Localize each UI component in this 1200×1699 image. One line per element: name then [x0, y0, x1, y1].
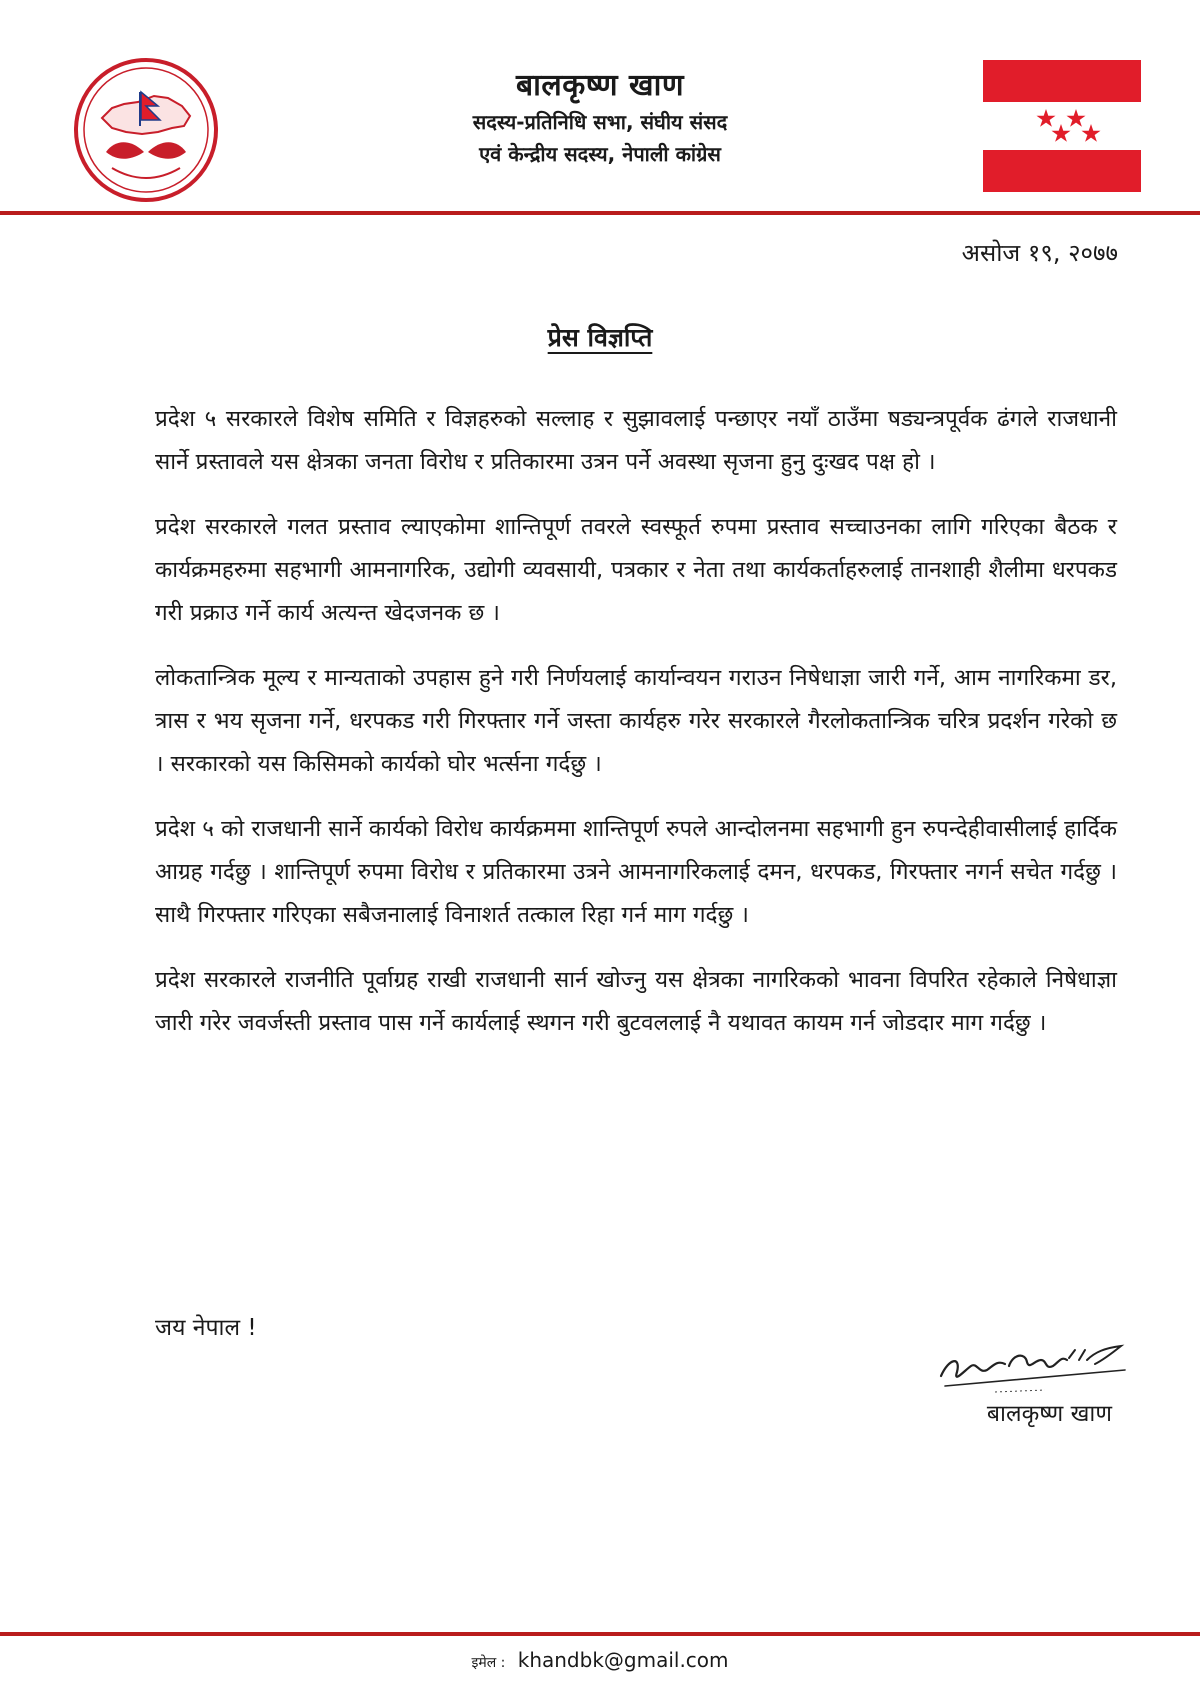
- letterhead: [0, 0, 1200, 214]
- header-divider: [0, 211, 1200, 215]
- letterhead-party-role: एवं केन्द्रीय सदस्य, नेपाली कांग्रेस: [479, 142, 721, 166]
- document-date: असोज १९, २०७७: [961, 239, 1118, 267]
- footer: [0, 1648, 1200, 1672]
- nepali-congress-flag-icon: [983, 60, 1141, 192]
- press-release-body: [155, 398, 1117, 1067]
- document-title: प्रेस विज्ञप्ति: [547, 323, 653, 352]
- party-emblem-icon: [72, 56, 220, 204]
- footer-divider: [0, 1632, 1200, 1636]
- email-label: इमेल :: [471, 1655, 506, 1671]
- paragraph: प्रदेश सरकारले राजनीति पूर्वाग्रह राखी राजधानी सार्न खोज्नु यस क्षेत्रका नागरिकको भावना विपरित रहेकाले निषेधाज्ञा जारी गरेर जवर्जस्ती प्रस्ताव पास गर्ने कार्यलाई स्थगन गरी बुटवललाई नै यथावत कायम गर्न जोडदार माग गर्दछु ।: [155, 967, 1117, 1036]
- email-address: khandbk@gmail.com: [517, 1648, 729, 1672]
- paragraph: लोकतान्त्रिक मूल्य र मान्यताको उपहास हुने गरी निर्णयलाई कार्यान्वयन गराउन निषेधाज्ञा जारी गर्ने, आम नागरिकमा डर, त्रास र भय सृजना गर्ने, धरपकड गरी गिरफ्तार गर्ने जस्ता कार्यहरु गरेर सरकारले गैरलोकतान्त्रिक चरित्र प्रदर्शन गरेको छ । सरकारको यस किसिमको कार्यको घोर भर्त्सना गर्दछु ।: [155, 665, 1117, 777]
- letterhead-name: बालकृष्ण खाण: [515, 68, 685, 103]
- letterhead-position: सदस्य-प्रतिनिधि सभा, संघीय संसद: [472, 110, 728, 134]
- signer-name: बालकृष्ण खाण: [986, 1401, 1112, 1427]
- paragraph: प्रदेश ५ को राजधानी सार्ने कार्यको विरोध कार्यक्रममा शान्तिपूर्ण रुपले आन्दोलनमा सहभागी हुन रुपन्देहीवासीलाई हार्दिक आग्रह गर्दछु । शान्तिपूर्ण रुपमा विरोध र प्रतिकारमा उत्रने आमनागरिकलाई दमन, धरपकड, गिरफ्तार नगर्न सचेत गर्दछु । साथै गिरफ्तार गरिएका सबैजनालाई विनाशर्त तत्काल रिहा गर्न माग गर्दछु ।: [155, 816, 1117, 928]
- closing-salutation: जय नेपाल !: [155, 1315, 257, 1341]
- paragraph: प्रदेश सरकारले गलत प्रस्ताव ल्याएकोमा शान्तिपूर्ण तवरले स्वस्फूर्त रुपमा प्रस्ताव सच्चाउनका लागि गरिएका बैठक र कार्यक्रमहरुमा सहभागी आमनागरिक, उद्योगी व्यवसायी, पत्रकार र नेता तथा कार्यकर्ताहरुलाई तानशाही शैलीमा धरपकड गरी प्रक्राउ गर्ने कार्य अत्यन्त खेदजनक छ ।: [155, 514, 1117, 626]
- handwritten-signature-icon: [935, 1330, 1135, 1398]
- paragraph: प्रदेश ५ सरकारले विशेष समिति र विज्ञहरुको सल्लाह र सुझावलाई पन्छाएर नयाँ ठाउँमा षड्यन्त्रपूर्वक ढंगले राजधानी सार्ने प्रस्तावले यस क्षेत्रका जनता विरोध र प्रतिकारमा उत्रन पर्ने अवस्था सृजना हुनु दुःखद पक्ष हो ।: [155, 406, 1117, 475]
